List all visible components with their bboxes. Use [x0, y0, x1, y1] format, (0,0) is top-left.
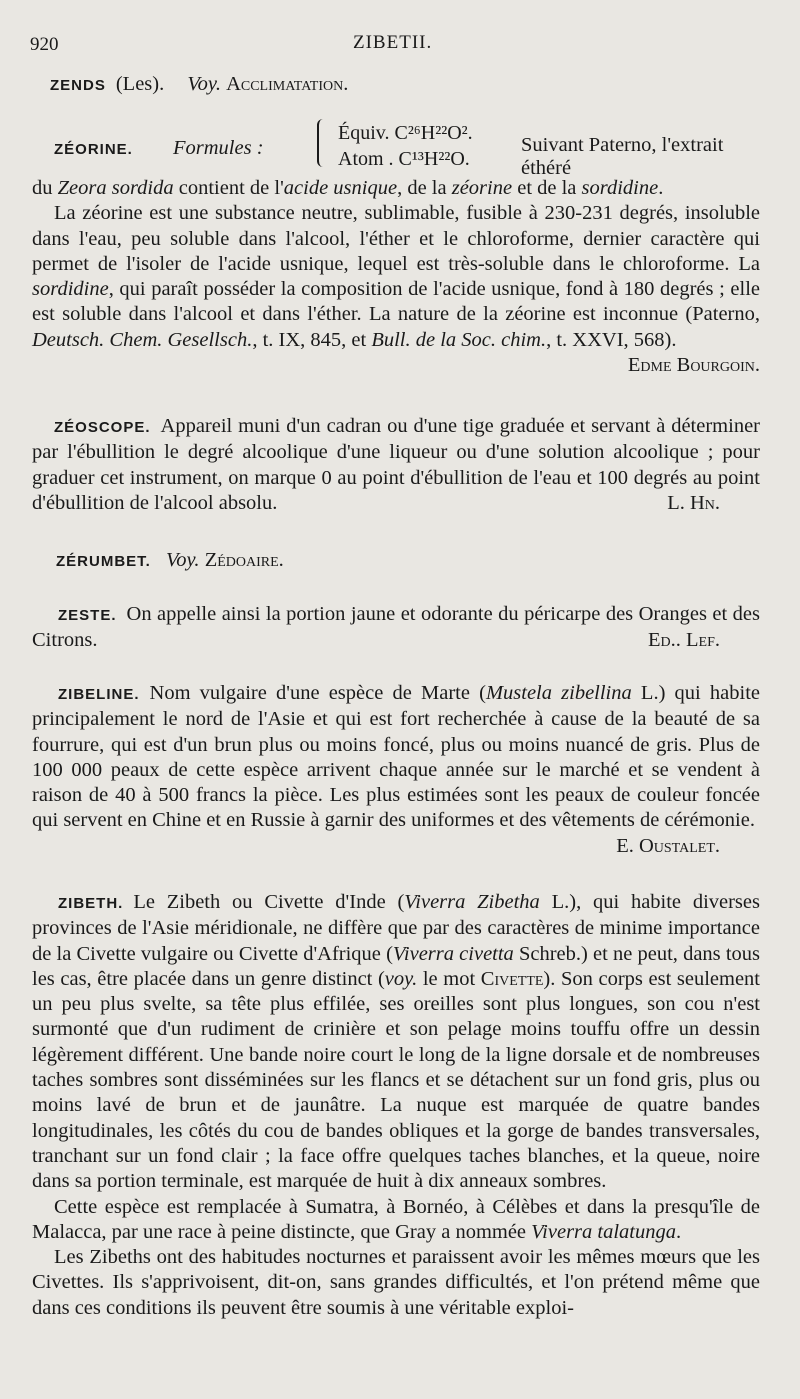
equiv-formula: Équiv. C²⁶H²²O².: [338, 122, 473, 144]
running-title: ZIBETII.: [353, 32, 433, 53]
headword-zerumbet: ZÉRUMBET.: [56, 553, 151, 570]
brace: [317, 119, 327, 167]
cross-reference: Civette: [480, 967, 544, 990]
entry-zeorine: du Zeora sordida contient de l'acide usnique, de la zéorine et de la sordidine. La zéorine est une substance neutre, sublimable, fusible à 230-231 degrés, insoluble dans l'eau, peu soluble dans l'alcool, l'éther et le chloroforme, dernier caractère qui permet de l'isoler de l'acide usnique, lequel est très-soluble dans le chloroforme. La sordidine, qui paraît posséder la composition de l'acide usnique, fond à 180 degrés ; elle est soluble dans l'alcool et dans l'éther. La nature de la zéorine est inconnue (Paterno, Deutsch. Chem. Gesellsch., t. IX, 845, et Bull. de la Soc. chim., t. XXVI, 568). Edme Bourgoin.: [32, 176, 760, 378]
cross-reference: Zédoaire.: [204, 549, 284, 571]
author-signature: Edme Bourgoin.: [627, 354, 760, 377]
headword-zends: ZENDS: [50, 77, 106, 94]
headword-zeorine: ZÉORINE.: [54, 141, 133, 158]
headword-zibeline: ZIBELINE.: [58, 686, 140, 703]
entry-zeoscope: ZÉOSCOPE. Appareil muni d'un cadran ou d'une tige graduée et servant à déterminer par l'ébullition le degré alcoolique d'une liqueur ou d'une solution alcoolique ; pour graduer cet instrument, on marque 0 au point d'ébullition de l'eau et 100 degrés au point d'ébullition de l'alcool absolu. L. Hn.: [32, 414, 760, 516]
cross-reference: Acclimatation.: [226, 73, 349, 95]
author-signature: Ed.. Lef.: [648, 629, 720, 652]
entry-zeste: ZESTE. On appelle ainsi la portion jaune et odorante du péricarpe des Oranges et des Citrons. Ed.. Lef.: [32, 602, 760, 654]
headword-zeoscope: ZÉOSCOPE.: [54, 419, 151, 436]
page-number: 920: [30, 34, 59, 55]
author-signature: L. Hn.: [667, 491, 720, 514]
headword-zibeth: ZIBETH.: [58, 895, 124, 912]
running-header: [0, 28, 800, 58]
atom-formula: Atom . C¹³H²²O.: [338, 148, 470, 170]
entry-zerumbet: ZÉRUMBET. Voy. Zédoaire.: [56, 549, 284, 571]
entry-zibeline: ZIBELINE. Nom vulgaire d'une espèce de Marte (Mustela zibellina L.) qui habite principalement le nord de l'Asie et qui est fort recherchée à cause de la beauté de sa fourrure, qui est d'un brun plus ou moins foncé, plus ou moins nuancé de gris. Plus de 100 000 peaux de cette espèce arrivent chaque année sur le marché et se vendent à raison de 40 à 500 francs la pièce. Les plus estimées sont les peaux de couleur foncée qui servent en Chine et en Russie à garnir des uniformes et des vêtements de cérémonie. E. Oustalet.: [32, 681, 760, 859]
author-signature: E. Oustalet.: [616, 834, 720, 857]
headword-zeste: ZESTE.: [58, 607, 117, 624]
entry-zeorine-formula: ZÉORINE. Formules : Équiv. C²⁶H²²O². Atom . C¹³H²²O. Suivant Paterno, l'extrait éthéré: [54, 116, 774, 172]
entry-zends: ZENDS (Les). Voy. Acclimatation.: [50, 73, 349, 95]
entry-zibeth: ZIBETH. Le Zibeth ou Civette d'Inde (Viverra Zibetha L.), qui habite diverses provinces de l'Asie méridionale, ne diffère que par des caractères de minime importance de la Civette vulgaire ou Civette d'Afrique (Viverra civetta Schreb.) et ne peut, dans tous les cas, être placée dans un genre distinct (voy. le mot Civette). Son corps est seulement un peu plus svelte, sa tête plus effilée, ses oreilles sont plus longues, son cou n'est surmonté que d'un rudiment de crinière et son pelage moins touffu offre un dessin légèrement différent. Une bande noire court le long de la ligne dorsale et de nombreuses taches sombres sont disséminées sur les flancs et se détachent sur un fond gris, plus ou moins lavé de brun et de jaunâtre. La nuque est marquée de quatre bandes longitudinales, les côtés du cou de bandes obliques et la gorge de bandes transversales, tranchant sur un fond clair ; la face offre quelques taches blanches, et la queue, noire dans sa portion terminale, est marquée de huit à dix anneaux sombres. Cette espèce est remplacée à Sumatra, à Bornéo, à Célèbes et dans la presqu'île de Malacca, par une race à peine distincte, que Gray a nommée Viverra talatunga. Les Zibeths ont des habitudes nocturnes et paraissent avoir les mêmes mœurs que les Civettes. Ils s'apprivoisent, dit-on, sans grandes difficultés, et l'on prétend même que dans ces conditions ils peuvent être soumis à une véritable exploi-: [32, 891, 760, 1319]
